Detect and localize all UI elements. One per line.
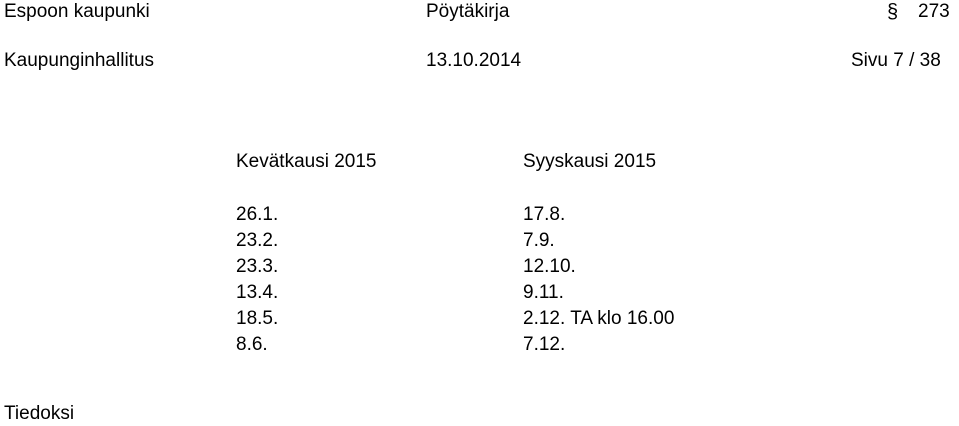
autumn-date: 7.12. xyxy=(523,334,566,355)
organization-name: Espoon kaupunki xyxy=(4,1,150,22)
section-symbol: § xyxy=(887,1,899,23)
meeting-date: 13.10.2014 xyxy=(426,50,522,71)
autumn-date: 9.11. xyxy=(523,282,564,303)
spring-date: 26.1. xyxy=(236,204,279,225)
spring-term-heading: Kevätkausi 2015 xyxy=(236,151,377,172)
page-indicator: Sivu 7 / 38 xyxy=(851,50,941,71)
autumn-date: 17.8. xyxy=(523,204,566,225)
document-type: Pöytäkirja xyxy=(426,1,510,22)
autumn-date: 2.12. TA klo 16.00 xyxy=(523,308,675,329)
distribution-label: Tiedoksi xyxy=(4,403,75,424)
section-number: 273 xyxy=(918,1,950,22)
autumn-date: 7.9. xyxy=(523,230,555,251)
spring-date: 13.4. xyxy=(236,282,279,303)
spring-dates-list xyxy=(236,202,278,358)
autumn-term-heading: Syyskausi 2015 xyxy=(523,151,657,172)
spring-date: 23.3. xyxy=(236,256,279,277)
governing-body: Kaupunginhallitus xyxy=(4,50,155,71)
spring-date: 23.2. xyxy=(236,230,279,251)
autumn-date: 12.10. xyxy=(523,256,576,277)
spring-date: 18.5. xyxy=(236,308,279,329)
autumn-dates-list xyxy=(523,202,674,358)
spring-date: 8.6. xyxy=(236,334,268,355)
